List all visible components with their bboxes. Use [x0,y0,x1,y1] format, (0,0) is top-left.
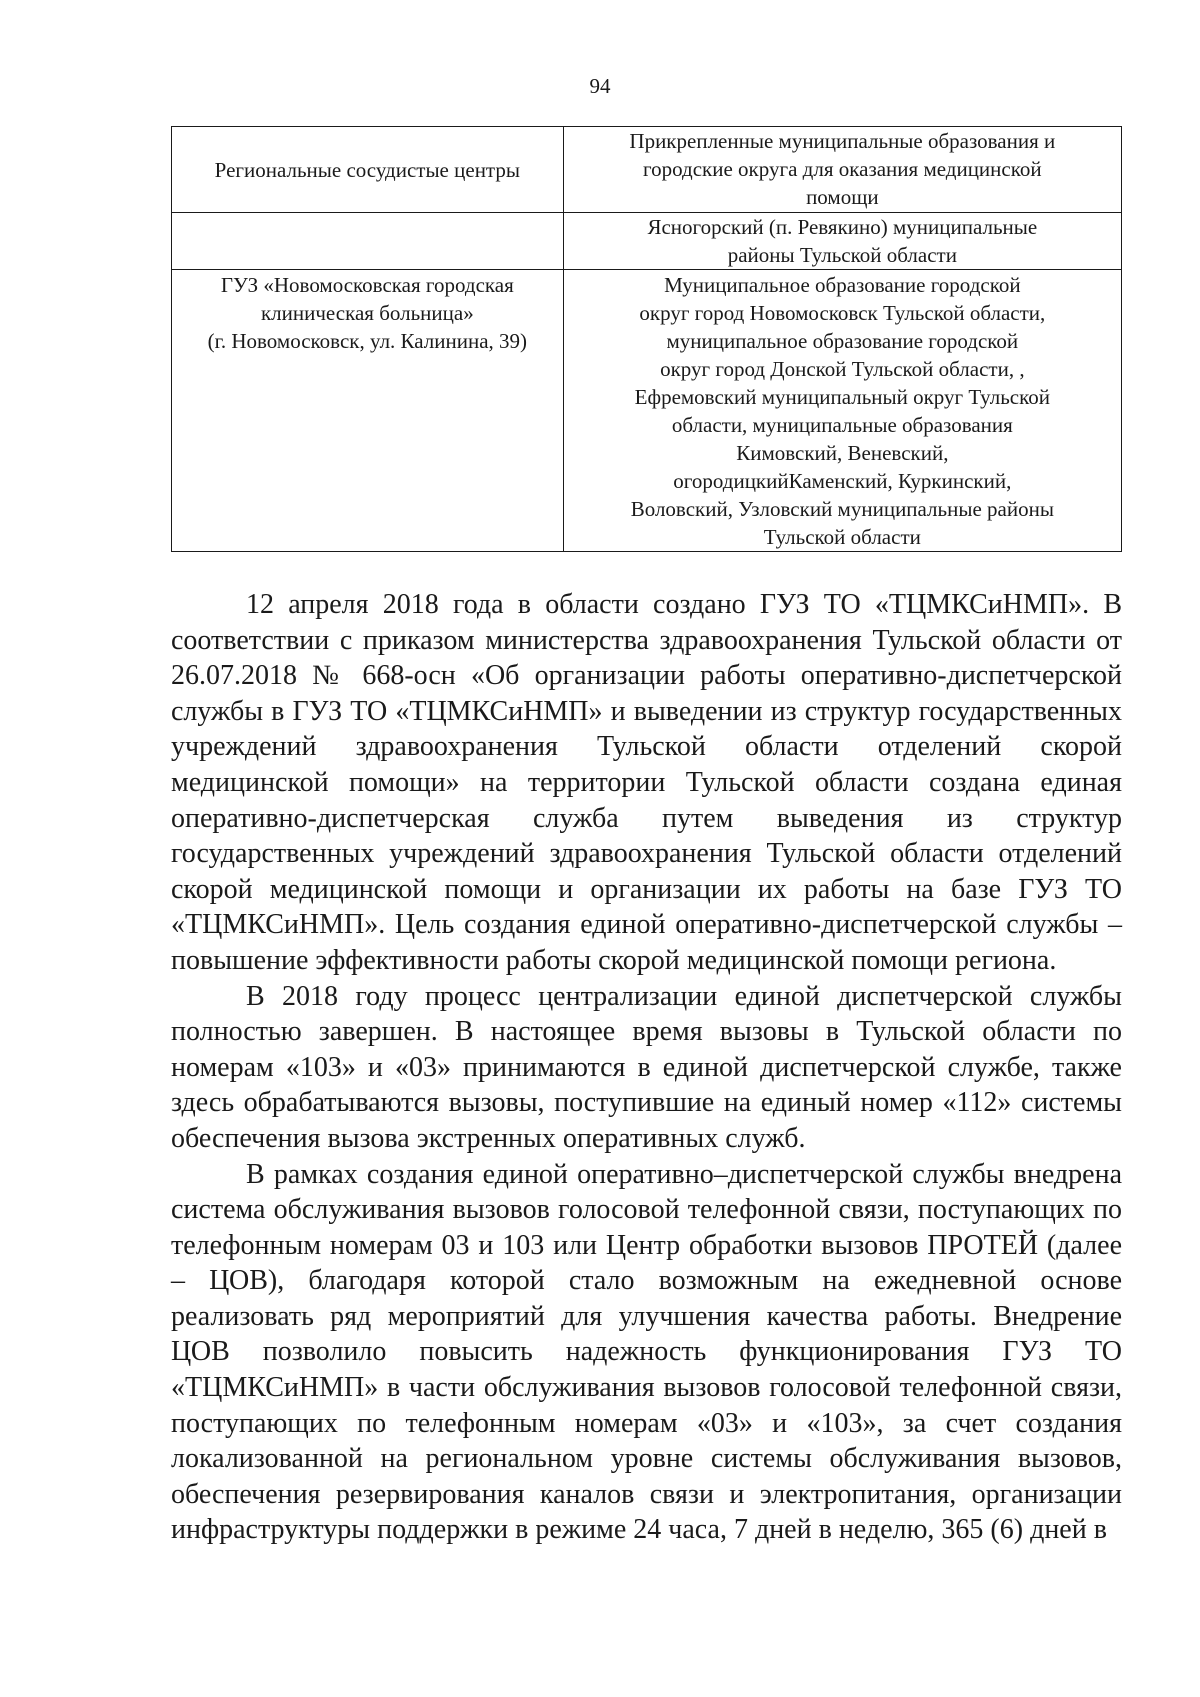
paragraph-tcmksinmp-creation: 12 апреля 2018 года в области создано ГУЗ ТО «ТЦМКСиНМП». В соответствии с приказом министерства здравоохранения Тульской области от 26.07.2018 № 668-осн «Об организации работы оперативно-диспетчерской службы в ГУЗ ТО «ТЦМКСиНМП» и выведении из структур государственных учреждений здравоохранения Тульской области отделений скорой медицинской помощи» на территории Тульской области создана единая оперативно-диспетчерская служба путем выведения из структур государственных учреждений здравоохранения Тульской области отделений скорой медицинской помощи и организации их работы на базе ГУЗ ТО «ТЦМКСиНМП». Цель создания единой оперативно-диспетчерской службы – повышение эффективности работы скорой медицинской помощи региона. [171,589,1122,976]
row2-municipalities-cell [563,270,1121,552]
cell-line: Воловский, Узловский муниципальные районы [630,497,1054,521]
row2-center-cell [172,270,564,552]
header-regional-centers: Региональные сосудистые центры [172,127,564,213]
cell-line: муниципальное образование городской [666,329,1019,353]
cell-line: Кимовский, Веневский, [736,441,949,465]
cell-line: Муниципальное образование городской [664,273,1021,297]
header-line: Прикрепленные муниципальные образования и [629,129,1056,153]
page-number: 94 [589,74,611,98]
cell-line: Ясногорский (п. Ревякино) муниципальные [647,215,1038,239]
row1-center-cell [172,213,564,270]
header-line: городские округа для оказания медицинской [643,157,1042,181]
table-row [172,213,1122,270]
cell-line: Тульской области [763,525,921,549]
paragraph-centralization: В 2018 году процесс централизации единой диспетчерской службы полностью завершен. В настоящее время вызовы в Тульской области по номерам «103» и «03» принимаются в единой диспетчерской службе, также здесь обрабатываются вызовы, поступившие на единый номер «112» системы обеспечения вызова экстренных оперативных служб. [171,980,1122,1154]
header-attached-municipalities [563,127,1121,213]
paragraph-cov-system: В рамках создания единой оперативно–диспетчерской службы внедрена система обслуживания вызовов голосовой телефонной связи, поступающих по телефонным номерам 03 и 103 или Центр обработки вызовов ПРОТЕЙ (далее – ЦОВ), благодаря которой стало возможным на ежедневной основе реализовать ряд мероприятий для улучшения качества работы. Внедрение ЦОВ позволило повысить надежность функционирования ГУЗ ТО «ТЦМКСиНМП» в части обслуживания вызовов голосовой телефонной связи, поступающих по телефонным номерам «03» и «103», за счет создания локализованной на региональном уровне системы обслуживания вызовов, обеспечения резервирования каналов связи и электропитания, организации инфраструктуры поддержки в режиме 24 часа, 7 дней в неделю, 365 (6) дней в [171,1158,1122,1546]
cell-line: округ город Донской Тульской области, , [660,357,1025,381]
cell-line: (г. Новомосковск, ул. Калинина, 39) [207,329,528,353]
cell-line: области, муниципальные образования [671,413,1013,437]
cell-line: Ефремовский муниципальный округ Тульской [634,385,1051,409]
table-row [172,270,1122,552]
vascular-centers-table [171,126,1122,552]
cell-line: клиническая больница» [260,301,474,325]
cell-line: ГУЗ «Новомосковская городская [220,273,514,297]
header-line: помощи [806,185,879,209]
table-header-row [172,127,1122,213]
body-text [171,587,1122,1548]
cell-line: районы Тульской области [727,243,957,267]
cell-line: огородицкийКаменский, Куркинский, [673,469,1012,493]
cell-line: округ город Новомосковск Тульской области, [639,301,1046,325]
row1-municipalities-cell [563,213,1121,270]
